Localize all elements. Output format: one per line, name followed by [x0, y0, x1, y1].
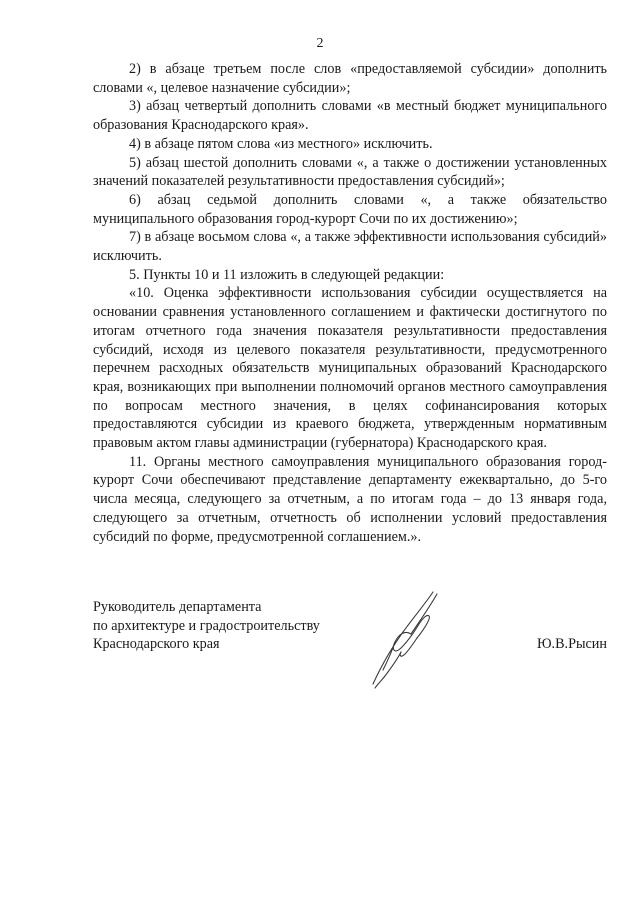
clause-5-heading: 5. Пункты 10 и 11 изложить в следующей редакции:	[129, 266, 445, 283]
amendment-item-5: 5) абзац шестой дополнить словами «, а также о достижении установленных значений показателей результативности предоставления субсидий»;	[93, 154, 607, 190]
amendment-item-7: 7) в абзаце восьмом слова «, а также эффективности использования субсидий» исключить.	[93, 229, 607, 265]
signature-block	[93, 598, 607, 654]
signatory-name: Ю.В.Рысин	[536, 636, 607, 652]
amendment-item-6: 6) абзац седьмой дополнить словами «, а также обязательство муниципального образования город-курорт Сочи по их достижению»;	[93, 191, 607, 227]
handwritten-signature-icon	[355, 584, 465, 694]
amendment-item-2: 2) в абзаце третьем после слов «предоставляемой субсидии» дополнить словами «, целевое назначение субсидии»;	[93, 61, 607, 96]
page-number: 2	[316, 36, 324, 51]
clause-11-text: 11. Органы местного самоуправления муниципального образования город-курорт Сочи обеспечивают представление департаменту ежеквартально, до 5-го числа месяца, следующего за отчетным, а по итогам года – до 13 января года, следующего за отчетным, отчетность об исполнении условий предоставления субсидий по форме, предусмотренной соглашением.».	[93, 453, 607, 545]
signatory-position-line: Руководитель департамента	[93, 599, 262, 615]
clause-10-text: «10. Оценка эффективности использования субсидии осуществляется на основании сравнения установленного соглашением и фактически достигнутого по итогам отчетного года значения показателя результативности предоставления субсидий, исходя из целевого показателя результативности, предусмотренного перечнем расходных обязательств муниципальных образований Краснодарского края, возникающих при выполнении полномочий органов местного самоуправления по вопросам местного значения, в целях софинансирования которых предоставляются субсидии из краевого бюджета, утвержденным нормативным правовым актом главы администрации (губернатора) Краснодарского края.	[93, 285, 607, 452]
signatory-position-line: по архитектуре и градостроительству	[93, 617, 320, 634]
body-text	[93, 60, 607, 546]
amendment-item-4: 4) в абзаце пятом слова «из местного» исключить.	[129, 135, 433, 152]
signatory-position-line: Краснодарского края	[93, 636, 220, 653]
amendment-item-3: 3) абзац четвертый дополнить словами «в местный бюджет муниципального образования Краснодарского края».	[93, 98, 607, 134]
